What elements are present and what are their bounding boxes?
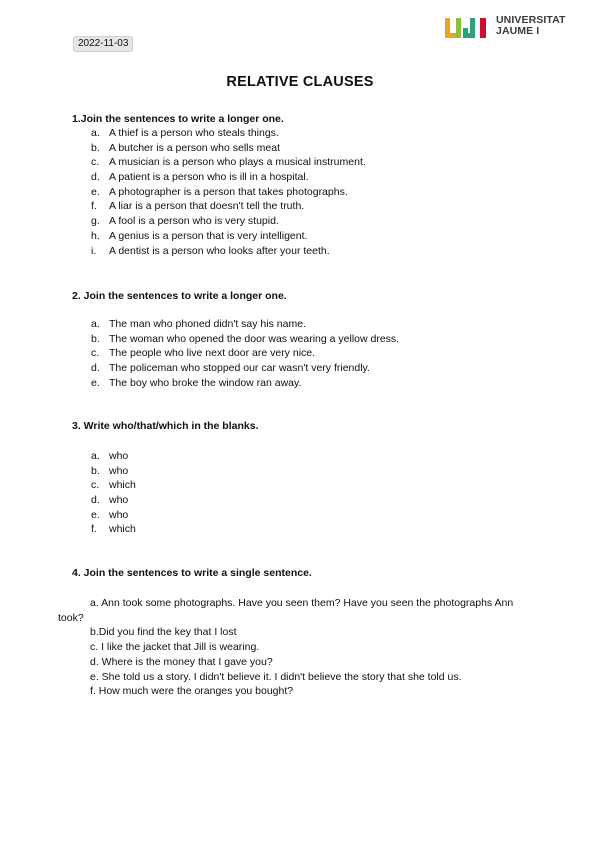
section-2-heading: 2. Join the sentences to write a longer one. [72, 290, 287, 302]
section-3-heading: 3. Write who/that/which in the blanks. [72, 420, 259, 432]
logo-line-1: UNIVERSITAT [496, 14, 566, 26]
answer-line: a. Ann took some photographs. Have you seen them? Have you seen the photographs Ann took? [58, 597, 514, 624]
page-title: RELATIVE CLAUSES [226, 74, 374, 90]
university-name [496, 15, 566, 37]
logo-line-2: JAUME I [496, 25, 540, 37]
section-1-heading: 1.Join the sentences to write a longer one. [72, 113, 284, 125]
answer-line: d. Where is the money that I gave you? [90, 655, 273, 668]
answer-line: b.Did you find the key that I lost [90, 626, 237, 639]
answer-line: c. I like the jacket that Jill is wearing. [90, 641, 260, 654]
date-badge: 2022-11-03 [73, 36, 133, 52]
section-4-answers [58, 596, 538, 699]
answer-line: e. She told us a story. I didn't believe it. I didn't believe the story that she told us. [90, 670, 462, 683]
section-4-heading: 4. Join the sentences to write a single sentence. [72, 567, 312, 579]
answer-line: f. How much were the oranges you bought? [90, 685, 294, 698]
